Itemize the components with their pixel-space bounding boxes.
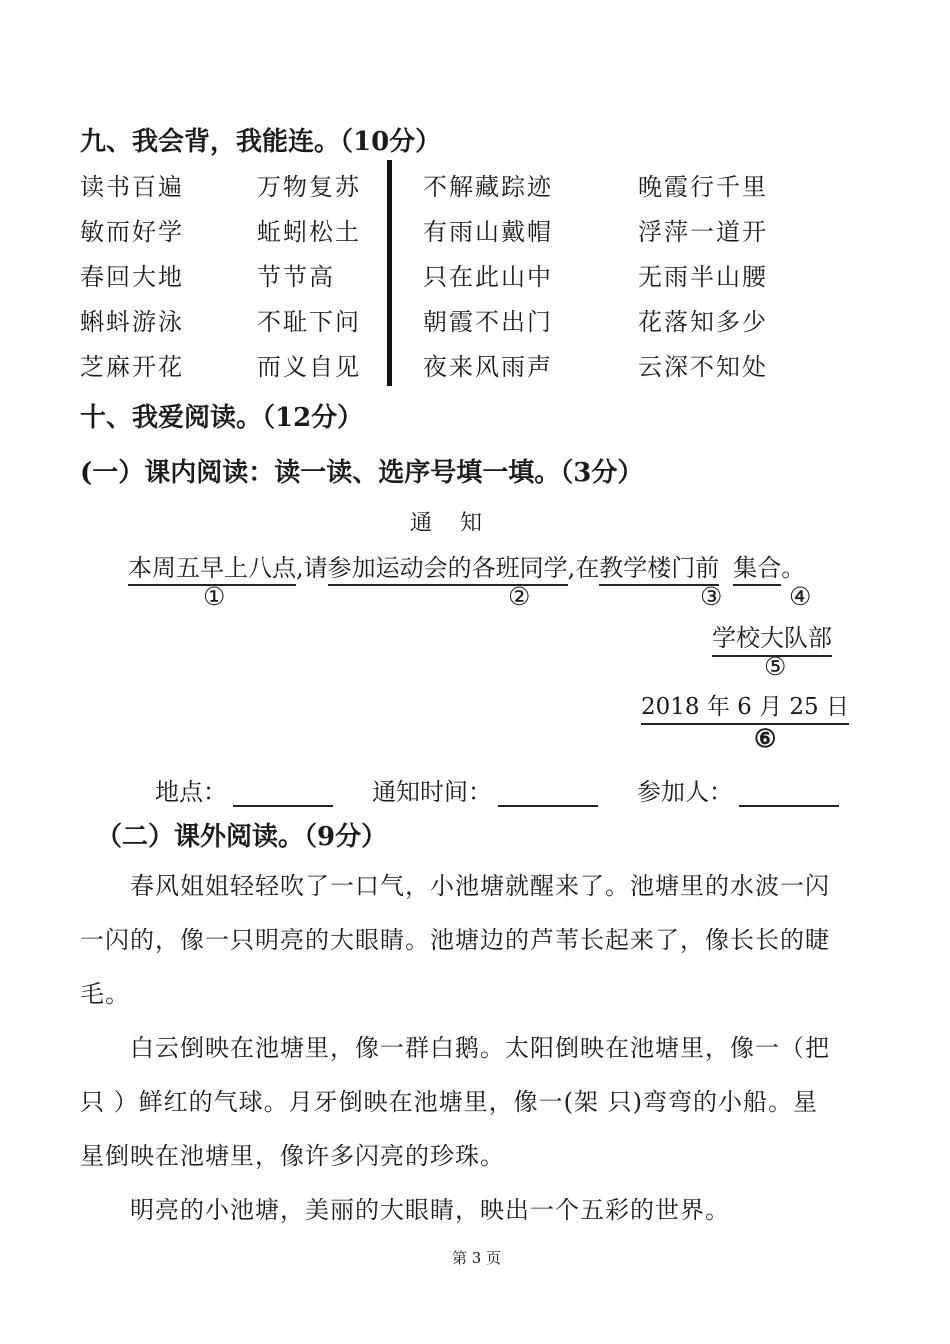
- question-time-label: 通知时间：: [372, 778, 492, 806]
- question-time: [372, 772, 598, 807]
- notice-period: 。: [781, 554, 806, 582]
- circle-mark-2: ②: [508, 582, 531, 611]
- col2-item: 节节高: [257, 263, 335, 291]
- question-participants-label: 参加人：: [637, 778, 733, 806]
- col3-item: 有雨山戴帽: [423, 218, 553, 246]
- circle-mark-5: ⑤: [764, 652, 787, 681]
- notice-segment-action: 集合: [733, 554, 781, 586]
- notice-signature: 学校大队部: [712, 618, 832, 657]
- col4-item: 无雨半山腰: [638, 263, 768, 291]
- col1-item: 芝麻开花: [80, 353, 184, 381]
- col2-item: 而义自见: [257, 353, 361, 381]
- notice-segment-time: 本周五早上八点: [128, 554, 296, 586]
- part2-title: （二）课外阅读。（9分）: [96, 822, 388, 852]
- circle-mark-4: ④: [789, 582, 812, 611]
- col1-item: 春回大地: [80, 263, 184, 291]
- notice-segment-people: 参加运动会的各班同学: [328, 554, 568, 586]
- section10-title: 十、我爱阅读。（12分）: [80, 403, 364, 433]
- col1-item: 读书百遍: [80, 173, 184, 201]
- col3-item: 不解藏踪迹: [423, 173, 553, 201]
- answer-blank-place[interactable]: [233, 783, 333, 807]
- col4-item: 花落知多少: [638, 308, 768, 336]
- answer-blank-time[interactable]: [498, 783, 598, 807]
- col3-item: 只在此山中: [423, 263, 553, 291]
- notice-title: 通 知: [410, 511, 482, 536]
- section9-title: 九、我会背，我能连。（10分）: [80, 127, 442, 157]
- circle-mark-6: ⑥: [754, 724, 777, 753]
- notice-separator: ,在: [567, 554, 600, 582]
- col3-item: 朝霞不出门: [423, 308, 553, 336]
- passage-line: 毛。: [80, 980, 130, 1008]
- column-divider: [387, 160, 392, 386]
- notice-date: 2018 年 6 月 25 日: [641, 688, 849, 725]
- col4-item: 晚霞行千里: [638, 173, 768, 201]
- passage-line: 春风姐姐轻轻吹了一口气，小池塘就醒来了。池塘里的水波一闪: [130, 872, 830, 900]
- notice-sentence: [128, 548, 805, 583]
- passage-line: 星倒映在池塘里，像许多闪亮的珍珠。: [80, 1142, 505, 1170]
- notice-segment-place: 教学楼门前: [599, 554, 719, 586]
- col1-item: 蝌蚪游泳: [80, 308, 184, 336]
- col4-item: 浮萍一道开: [638, 218, 768, 246]
- col2-item: 蚯蚓松土: [257, 218, 361, 246]
- question-place-label: 地点：: [155, 778, 227, 806]
- col2-item: 万物复苏: [257, 173, 361, 201]
- passage-line: 白云倒映在池塘里，像一群白鹅。太阳倒映在池塘里，像一（把: [130, 1034, 830, 1062]
- notice-separator: ,请: [296, 554, 328, 582]
- col2-item: 不耻下问: [257, 308, 361, 336]
- question-participants: [637, 772, 839, 807]
- col4-item: 云深不知处: [638, 353, 768, 381]
- page-number: 第 3 页: [452, 1249, 502, 1267]
- col3-item: 夜来风雨声: [423, 353, 553, 381]
- passage-line: 一闪的，像一只明亮的大眼睛。池塘边的芦苇长起来了，像长长的睫: [80, 926, 830, 954]
- circle-mark-3: ③: [700, 582, 723, 611]
- passage-line: 只 ）鲜红的气球。月牙倒映在池塘里，像一(架 只)弯弯的小船。星: [80, 1088, 818, 1116]
- circle-mark-1: ①: [203, 582, 226, 611]
- passage-line: 明亮的小池塘，美丽的大眼睛，映出一个五彩的世界。: [130, 1196, 730, 1224]
- question-place: [155, 772, 333, 807]
- answer-blank-participants[interactable]: [739, 783, 839, 807]
- part1-title: (一）课内阅读：读一读、选序号填一填。（3分）: [80, 458, 644, 488]
- col1-item: 敏而好学: [80, 218, 184, 246]
